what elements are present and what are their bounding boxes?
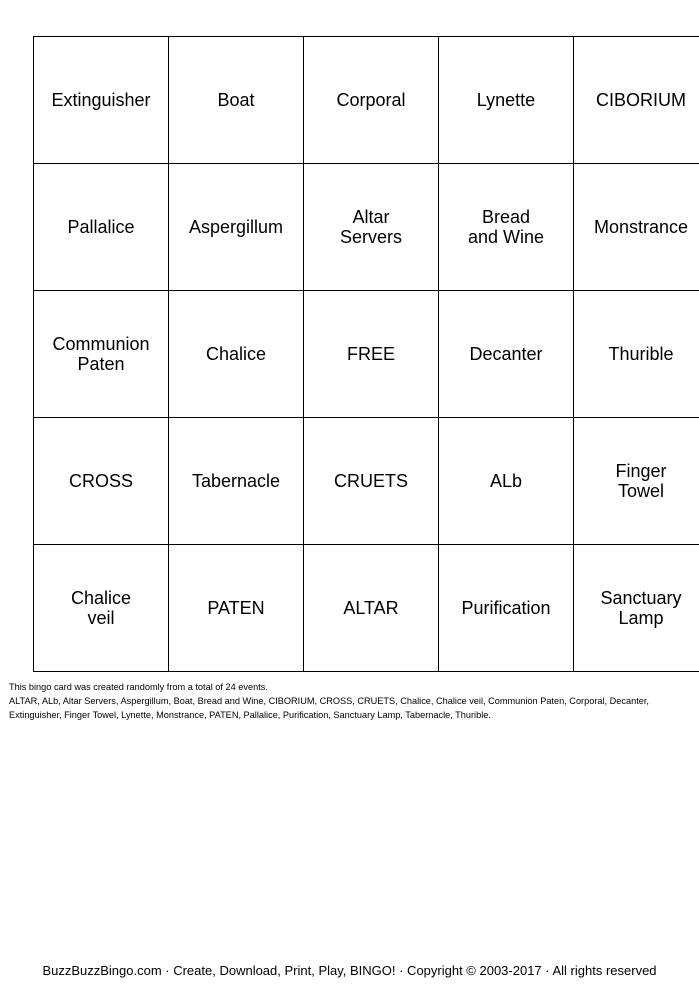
bingo-cell: CIBORIUM (574, 37, 699, 164)
bingo-row (34, 545, 699, 672)
bingo-cell: Decanter (439, 291, 574, 418)
bingo-row (34, 418, 699, 545)
bingo-cell: CRUETS (304, 418, 439, 545)
bingo-cell: Lynette (439, 37, 574, 164)
bingo-cell: Sanctuary Lamp (574, 545, 699, 672)
bingo-cell: Bread and Wine (439, 164, 574, 291)
bingo-cell: CROSS (34, 418, 169, 545)
bingo-cell: Altar Servers (304, 164, 439, 291)
bingo-cell: Aspergillum (169, 164, 304, 291)
bingo-cell: ALb (439, 418, 574, 545)
bingo-cell: Thurible (574, 291, 699, 418)
bingo-cell: Monstrance (574, 164, 699, 291)
bingo-cell: Extinguisher (34, 37, 169, 164)
bingo-cell: Pallalice (34, 164, 169, 291)
bingo-card-body (34, 37, 699, 672)
bingo-cell: Corporal (304, 37, 439, 164)
bingo-row (34, 291, 699, 418)
note-event-list: ALTAR, ALb, Altar Servers, Aspergillum, Boat, Bread and Wine, CIBORIUM, CROSS, CRUETS, Chalice, Chalice veil, Communion Paten, Corporal, Decanter, Extinguisher, Finger Towel, Lynette, Monstrance, PATEN, Pallalice, Purification, Sanctuary Lamp, Tabernacle, Thurible. (9, 696, 649, 720)
bingo-row (34, 37, 699, 164)
bingo-cell: Tabernacle (169, 418, 304, 545)
bingo-cell: Chalice veil (34, 545, 169, 672)
bingo-cell: ALTAR (304, 545, 439, 672)
bingo-cell: Finger Towel (574, 418, 699, 545)
card-notes (9, 680, 699, 722)
bingo-cell: FREE (304, 291, 439, 418)
bingo-cell: Communion Paten (34, 291, 169, 418)
bingo-cell: Purification (439, 545, 574, 672)
bingo-cell: Boat (169, 37, 304, 164)
note-summary: This bingo card was created randomly from a total of 24 events. (9, 682, 268, 692)
bingo-card-grid (33, 36, 699, 672)
bingo-cell: Chalice (169, 291, 304, 418)
footer-copyright: BuzzBuzzBingo.com · Create, Download, Print, Play, BINGO! · Copyright © 2003-2017 · All rights reserved (42, 963, 657, 978)
bingo-row (34, 164, 699, 291)
bingo-cell: PATEN (169, 545, 304, 672)
